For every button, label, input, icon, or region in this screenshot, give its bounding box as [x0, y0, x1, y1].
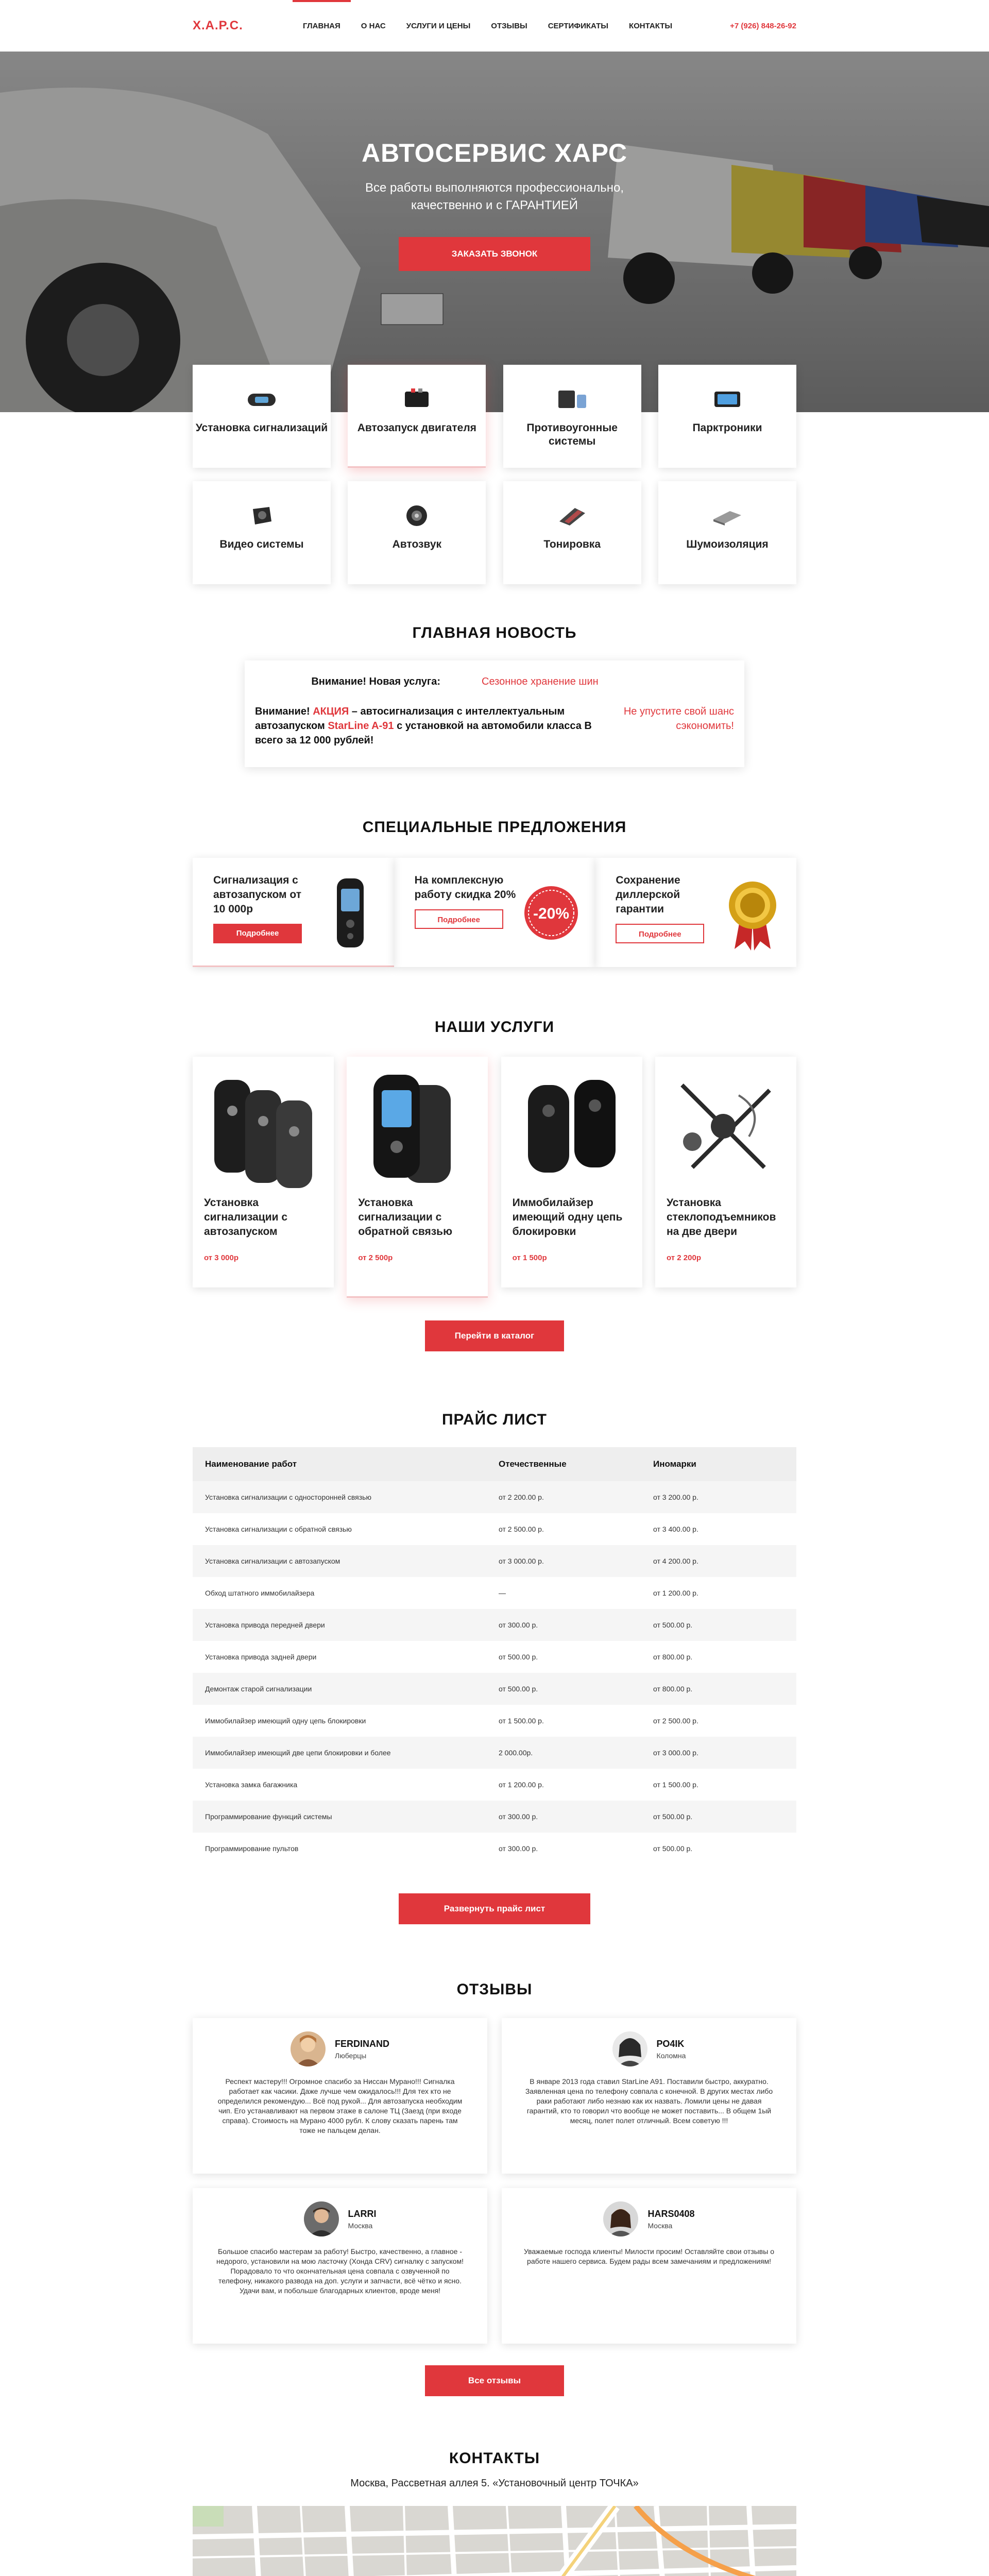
review-city: Люберцы: [335, 2051, 367, 2060]
services-heading: НАШИ УСЛУГИ: [434, 1019, 555, 1036]
offer-card: [595, 858, 796, 967]
tile-antitheft[interactable]: [503, 365, 641, 468]
table-cell: от 3 400.00 р.: [641, 1513, 796, 1545]
col-header: Отечественные: [486, 1447, 641, 1481]
table-cell: Установка привода задней двери: [193, 1641, 486, 1673]
catalog-button[interactable]: Перейти в каталог: [425, 1320, 564, 1351]
review-text: Респект мастеру!!! Огромное спасибо за Ниссан Мурано!!! Сигналка работает как часики. Даже лучше чем ожидалось!!! Для тех кто не определился рекомендую... Всё под рукой... Для автозапуска необходим чип. Его устанавливают на первом этаже в салоне ТЦ (Заезд (при входе справа). Стоимость на Мурано 4000 рубл. К слову сказать парень там тоже не пальцем делан.: [217, 2077, 463, 2134]
map[interactable]: [193, 2506, 796, 2576]
table-row: [193, 1513, 796, 1545]
review-city: Москва: [348, 2221, 373, 2230]
table-cell: от 1 500.00 р.: [641, 1769, 796, 1801]
table-cell: Иммобилайзер имеющий две цепи блокировки и более: [193, 1737, 486, 1769]
news-value: Сезонное хранение шин: [482, 676, 599, 687]
table-cell: от 4 200.00 р.: [641, 1545, 796, 1577]
table-cell: от 1 200.00 р.: [486, 1769, 641, 1801]
review-card: [502, 2018, 796, 2174]
offer-title: Сохранение диллерской гарантии: [616, 874, 680, 915]
table-cell: от 1 500.00 р.: [486, 1705, 641, 1737]
table-cell: от 300.00 р.: [486, 1833, 641, 1865]
nav-certificates[interactable]: СЕРТИФИКАТЫ: [548, 21, 608, 30]
hero-title: АВТОСЕРВИС ХАРС: [361, 139, 628, 167]
service-card[interactable]: [347, 1057, 488, 1298]
offer-card: [193, 858, 394, 967]
tile-label: Тонировка: [543, 538, 601, 550]
avatar: [603, 2201, 638, 2236]
offer-title: На комплексную работу скидка 20%: [414, 874, 516, 901]
header-phone[interactable]: +7 (926) 848-26-92: [730, 21, 796, 30]
table-cell: Установка сигнализации с обратной связью: [193, 1513, 486, 1545]
tile-parktronic[interactable]: [658, 365, 796, 468]
hero-subtitle: Все работы выполняются профессионально, качественно и с ГАРАНТИЕЙ: [365, 181, 624, 212]
discount-badge-icon: [523, 874, 579, 952]
news-label: Внимание! Новая услуга:: [311, 676, 440, 687]
nav-home[interactable]: ГЛАВНАЯ: [293, 0, 351, 52]
table-cell: Установка сигнализации с односторонней связью: [193, 1481, 486, 1513]
tile-tint[interactable]: [503, 481, 641, 584]
autostart-module-icon: [398, 386, 436, 412]
nav-services[interactable]: УСЛУГИ И ЦЕНЫ: [406, 21, 471, 30]
guarantee-seal-icon: [724, 874, 781, 952]
service-price: от 3 000р: [204, 1253, 239, 1262]
parktronic-icon: [708, 386, 746, 412]
tile-label: Шумоизоляция: [686, 538, 769, 550]
immobilizer-tag-icon: [501, 1057, 642, 1196]
tile-label: Видео системы: [219, 538, 304, 550]
review-text: Уважаемые господа клиенты! Милости просим! Оставляйте свои отзывы о работе нашего сервиса. Будем рады всем замечаниям и предложениям!: [524, 2247, 774, 2265]
contacts-section: [193, 2450, 796, 2576]
review-name: РО4IK: [656, 2038, 685, 2049]
news-heading: ГЛАВНАЯ НОВОСТЬ: [412, 624, 577, 641]
table-cell: от 3 200.00 р.: [641, 1481, 796, 1513]
table-row: [193, 1641, 796, 1673]
table-cell: от 2 200.00 р.: [486, 1481, 641, 1513]
news-side-note: Не упустите свой шанс сэкономить!: [623, 706, 734, 732]
review-text: В январе 2013 года ставил StarLine A91. Поставили быстро, аккуратно. Заявленная цена по телефону совпала с конечной. В других местах либо раки работают либо незнаю как их назвать. Ломили цены не давая гарантий, кто то говорил что вообще не может поставить... В общем 1ый месяц, полет полет отличный. Всем советую !!!: [525, 2077, 773, 2125]
review-city: Москва: [647, 2221, 673, 2230]
antitheft-icon: [553, 386, 591, 412]
table-cell: от 500.00 р.: [486, 1641, 641, 1673]
table-cell: Демонтаж старой сигнализации: [193, 1673, 486, 1705]
service-price: от 2 500р: [358, 1253, 393, 1262]
tile-audio[interactable]: [348, 481, 486, 584]
review-name: LARRI: [348, 2208, 377, 2219]
nav-reviews[interactable]: ОТЗЫВЫ: [491, 21, 527, 30]
nav-contacts[interactable]: КОНТАКТЫ: [628, 21, 673, 30]
alarm-remote-icon: [322, 874, 379, 952]
table-row: [193, 1673, 796, 1705]
services-section: [193, 1019, 796, 1351]
keyfob-set-icon: [193, 1057, 334, 1196]
avatar: [291, 2031, 326, 2066]
table-cell: от 2 500.00 р.: [641, 1705, 796, 1737]
tile-label: Автозвук: [392, 538, 442, 550]
service-title: Иммобилайзер имеющий одну цепь блокировки: [512, 1197, 623, 1238]
review-card: [502, 2188, 796, 2344]
avatar: [612, 2031, 647, 2066]
table-cell: от 500.00 р.: [486, 1673, 641, 1705]
expand-price-button[interactable]: Развернуть прайс лист: [399, 1893, 590, 1924]
dashcam-icon: [243, 503, 281, 529]
offer-details-button[interactable]: Подробнее: [616, 924, 704, 943]
table-cell: Программирование функций системы: [193, 1801, 486, 1833]
tile-label: Парктроники: [692, 422, 762, 434]
table-cell: —: [486, 1577, 641, 1609]
offers-section: [193, 819, 796, 967]
news-card: [245, 660, 744, 767]
table-cell: от 300.00 р.: [486, 1801, 641, 1833]
col-header: Иномарки: [641, 1447, 796, 1481]
reviews-heading: ОТЗЫВЫ: [456, 1981, 533, 1998]
reviews-section: [193, 1981, 796, 2396]
price-table: [193, 1447, 796, 1865]
offer-details-button[interactable]: Подробнее: [213, 924, 302, 943]
soundproof-icon: [708, 503, 746, 529]
tile-label: Автозапуск двигателя: [357, 422, 476, 434]
price-section: [193, 1411, 796, 1924]
table-cell: от 2 500.00 р.: [486, 1513, 641, 1545]
review-name: FERDINAND: [335, 2038, 389, 2049]
table-cell: Программирование пультов: [193, 1833, 486, 1865]
service-card[interactable]: [655, 1057, 796, 1287]
avatar: [304, 2201, 339, 2236]
table-cell: от 500.00 р.: [641, 1801, 796, 1833]
site-header: [0, 0, 989, 52]
tile-label: Противоугонные системы: [526, 422, 618, 447]
offer-details-button[interactable]: Подробнее: [415, 909, 503, 929]
review-city: Коломна: [656, 2051, 686, 2060]
tile-soundproof[interactable]: [658, 481, 796, 584]
service-price: от 2 200р: [666, 1253, 701, 1262]
order-call-button[interactable]: ЗАКАЗАТЬ ЗВОНОК: [399, 237, 590, 271]
table-cell: 2 000.00р.: [486, 1737, 641, 1769]
service-title: Установка сигнализации с автозапуском: [204, 1197, 288, 1238]
lcd-keyfob-icon: [347, 1057, 488, 1196]
tile-label: Установка сигнализаций: [195, 422, 328, 434]
review-name: HARS0408: [647, 2208, 695, 2219]
contacts-heading: КОНТАКТЫ: [449, 2450, 540, 2467]
main-nav: [293, 0, 683, 52]
service-card[interactable]: [193, 1057, 334, 1287]
tile-autostart[interactable]: [348, 365, 486, 468]
price-heading: ПРАЙС ЛИСТ: [441, 1411, 548, 1428]
map-image: [193, 2506, 796, 2576]
table-row: [193, 1769, 796, 1801]
col-header: Наименование работ: [193, 1447, 486, 1481]
hero-banner: [0, 52, 989, 412]
service-price: от 1 500р: [512, 1253, 547, 1262]
logo[interactable]: Х.А.Р.С.: [193, 19, 243, 32]
table-cell: от 800.00 р.: [641, 1641, 796, 1673]
table-row: [193, 1481, 796, 1513]
table-row: [193, 1577, 796, 1609]
all-reviews-button[interactable]: Все отзывы: [425, 2365, 564, 2396]
offer-title: Сигнализация с автозапуском от 10 000р: [213, 874, 301, 915]
service-card[interactable]: [501, 1057, 642, 1287]
table-cell: от 800.00 р.: [641, 1673, 796, 1705]
alarm-remote-icon: [243, 386, 281, 412]
table-cell: Иммобилайзер имеющий одну цепь блокировки: [193, 1705, 486, 1737]
offers-heading: СПЕЦИАЛЬНЫЕ ПРЕДЛОЖЕНИЯ: [362, 819, 627, 836]
offer-card: [394, 858, 595, 967]
table-row: [193, 1545, 796, 1577]
table-row: [193, 1705, 796, 1737]
table-cell: Обход штатного иммобилайзера: [193, 1577, 486, 1609]
table-cell: от 1 200.00 р.: [641, 1577, 796, 1609]
discount-badge-label: -20%: [533, 905, 570, 922]
speaker-icon: [398, 503, 436, 529]
service-title: Установка сигнализации с обратной связью: [358, 1197, 453, 1238]
table-cell: от 300.00 р.: [486, 1609, 641, 1641]
table-cell: от 500.00 р.: [641, 1833, 796, 1865]
table-cell: Установка замка багажника: [193, 1769, 486, 1801]
tint-film-icon: [553, 503, 591, 529]
review-text: Большое спасибо мастерам за работу! Быстро, качественно, а главное - недорого, установили на мою ласточку (Хонда CRV) сигналку с запуском! Порадовало то что окончательная цена совпала с озвученной по телефону, никакого развода на доп. услуги и запчасти, всё чётко и ясно. Удачи вам, и побольше благодарных клиентов, вроде меня!: [216, 2247, 464, 2295]
table-cell: Установка привода передней двери: [193, 1609, 486, 1641]
table-cell: Установка сигнализации с автозапуском: [193, 1545, 486, 1577]
table-cell: от 3 000.00 р.: [641, 1737, 796, 1769]
table-row: [193, 1833, 796, 1865]
review-card: [193, 2018, 487, 2174]
contacts-address: Москва, Рассветная аллея 5. «Установочный центр ТОЧКА»: [350, 2478, 639, 2489]
table-cell: от 3 000.00 р.: [486, 1545, 641, 1577]
news-promo-text: Внимание! АКЦИЯ – автосигнализация с интеллектуальным автозапуском StarLine A-91 с установкой на автомобили класса В всего за 12 000 рублей!: [255, 706, 592, 746]
table-row: [193, 1609, 796, 1641]
nav-about[interactable]: О НАС: [361, 21, 386, 30]
tile-alarm[interactable]: [193, 365, 331, 468]
table-row: [193, 1801, 796, 1833]
tile-video[interactable]: [193, 481, 331, 584]
table-cell: от 500.00 р.: [641, 1609, 796, 1641]
window-regulator-icon: [655, 1057, 796, 1196]
service-tiles: [193, 365, 796, 584]
news-section: [193, 624, 796, 767]
table-row: [193, 1737, 796, 1769]
review-card: [193, 2188, 487, 2344]
service-title: Установка стеклоподъемников на две двери: [666, 1197, 776, 1238]
